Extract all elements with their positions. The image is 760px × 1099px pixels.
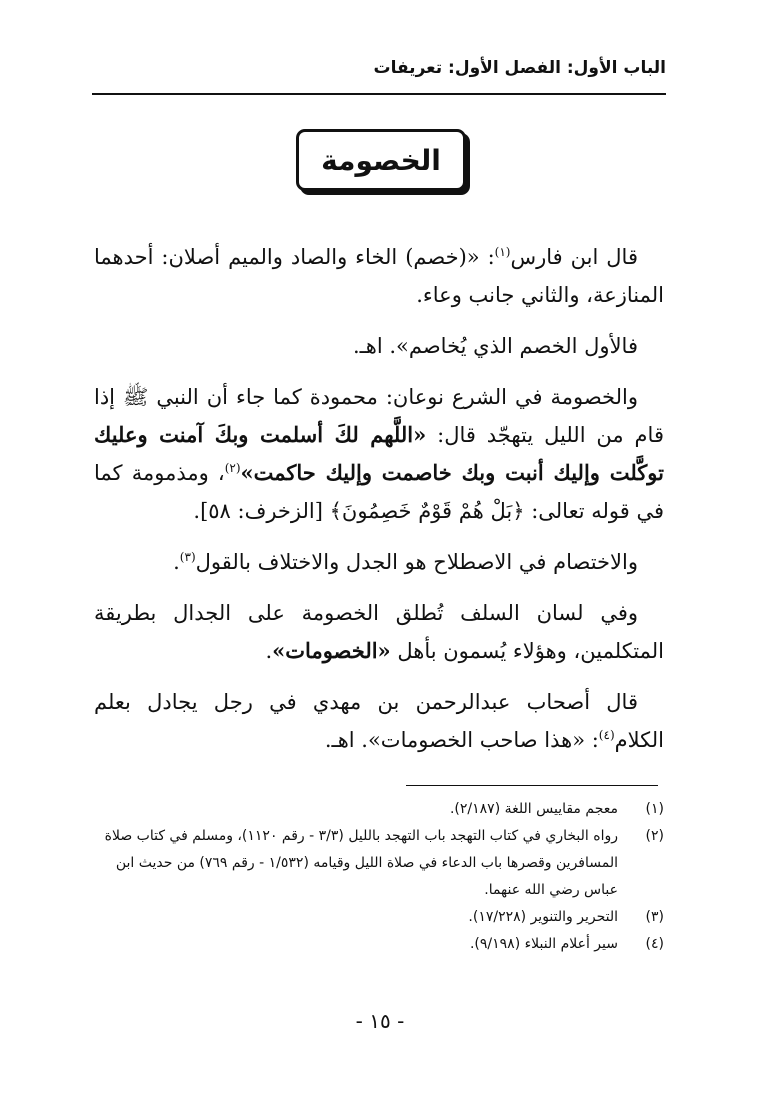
paragraph-text: : «هذا صاحب الخصومات». اهـ. xyxy=(324,728,599,752)
footnote-ref[interactable]: (١) xyxy=(494,245,511,259)
paragraph-4 xyxy=(94,543,664,581)
footnote-text: معجم مقاييس اللغة (٢/١٨٧). xyxy=(449,801,618,817)
body-text xyxy=(94,238,664,772)
paragraph-1 xyxy=(94,238,664,314)
section-title: الخصومة xyxy=(321,143,441,177)
paragraph-text: . xyxy=(265,639,273,663)
footnote-ref[interactable]: (٣) xyxy=(179,550,196,564)
paragraph-5 xyxy=(94,594,664,670)
page-number: - ١٥ - xyxy=(355,1009,405,1033)
paragraph-text: وفي لسان السلف تُطلق الخصومة على الجدال بطريقة المتكلمين، وهؤلاء يُسمون بأهل xyxy=(94,601,664,663)
footnote xyxy=(94,904,664,931)
footnote-rule xyxy=(406,785,658,786)
paragraph-text: والخصومة في الشرع نوعان: محمودة كما جاء أن النبي ﷺ إذا قام من الليل يتهجّد قال: xyxy=(94,385,664,447)
paragraph-text: والاختصام في الاصطلاح هو الجدل والاختلاف بالقول xyxy=(195,550,638,574)
footnote-number: (٣) xyxy=(645,909,664,925)
hadith-quote: «اللَّهم لكَ أسلمت وبكَ آمنت وعليك توكَّلت وإليك أنبت وبك خاصمت وإليك حاكمت» xyxy=(94,422,664,485)
paragraph-text: قال ابن فارس xyxy=(510,245,638,269)
footnote xyxy=(94,796,664,823)
paragraph-6 xyxy=(94,683,664,759)
paragraph-text: قال أصحاب عبدالرحمن بن مهدي في رجل يجادل بعلم الكلام xyxy=(94,690,664,752)
paragraph-text: : «(خصم) الخاء والصاد والميم أصلان: أحدهما المنازعة، والثاني جانب وعاء. xyxy=(94,245,664,307)
paragraph-3 xyxy=(94,378,664,530)
paragraph-text: فالأول الخصم الذي يُخاصم». اهـ. xyxy=(352,334,638,358)
section-title-frame xyxy=(296,129,466,191)
footnote-ref[interactable]: (٤) xyxy=(598,728,615,742)
footnote-text: سير أعلام النبلاء (٩/١٩٨). xyxy=(469,936,618,952)
paragraph-text: ، ومذمومة كما في قوله تعالى: ﴿بَلْ هُمْ قَوْمٌ خَصِمُونَ﴾ [الزخرف: ٥٨]. xyxy=(94,461,664,523)
footnote-text: التحرير والتنوير (١٧/٢٢٨). xyxy=(468,909,618,925)
footnote-number: (٢) xyxy=(645,828,664,844)
footnote xyxy=(94,823,664,904)
footnote-ref[interactable]: (٢) xyxy=(224,461,241,475)
footnote xyxy=(94,931,664,958)
footnote-text: رواه البخاري في كتاب التهجد باب التهجد بالليل (٣/٣ - رقم ١١٢٠)، ومسلم في كتاب صلاة المسافرين وقصرها باب الدعاء في صلاة الليل وقيامه (١/٥٣٢ - رقم ٧٦٩) من حديث ابن عباس رضي الله عنهما. xyxy=(104,828,618,898)
paragraph-2 xyxy=(94,327,664,365)
running-header: الباب الأول: الفصل الأول: تعريفات xyxy=(373,58,666,78)
header-rule xyxy=(92,93,666,95)
footnotes xyxy=(94,796,664,958)
bold-term: «الخصومات» xyxy=(272,638,391,663)
paragraph-text: . xyxy=(173,550,180,574)
footnote-number: (١) xyxy=(645,801,664,817)
footnote-number: (٤) xyxy=(645,936,664,952)
